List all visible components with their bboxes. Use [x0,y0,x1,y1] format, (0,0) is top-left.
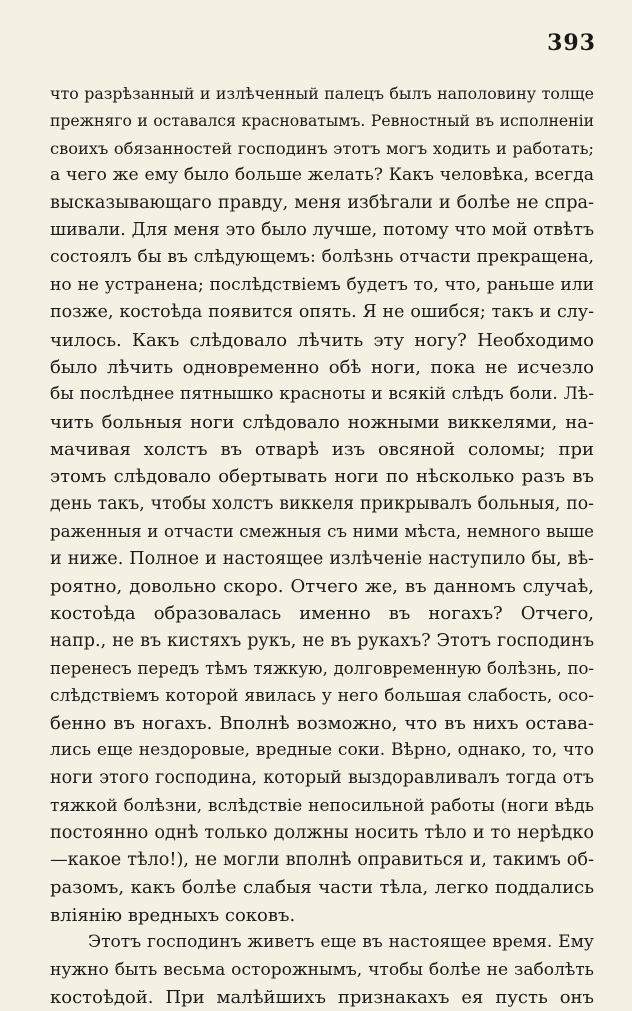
text-line: шивали. Для меня это было лучше, потому что мой отвѣтъ [50,219,594,240]
text-line: было лѣчить одновременно обѣ ноги, пока не исчезло [50,356,594,378]
text-line: чилось. Какъ слѣдовало лѣчить эту ногу? Необходимо [50,329,594,351]
text-line: прежняго и оставался красноватымъ. Ревностный въ исполненіи [50,111,594,131]
text-line: слѣдствіемъ которой явилась у него большая слабость, осо- [50,685,594,706]
page-number: 393 [547,30,596,56]
body-text [50,80,594,1011]
text-line: состоялъ бы въ слѣдующемъ: болѣзнь отчасти прекращена, [50,247,594,268]
text-line: —какое тѣло!), не могли вполнѣ оправиться и, такимъ об- [50,849,594,870]
text-line: перенесъ передъ тѣмъ тяжкую, долговременную болѣзнь, по- [50,659,594,679]
paragraph-end-line: вліянію вредныхъ соковъ. [50,904,296,926]
text-line: что разрѣзанный и излѣченный палецъ былъ наполовину толще [50,84,594,103]
text-line: раженныя и отчасти смежныя съ ними мѣста, немного выше [50,522,594,542]
text-line: высказывающаго правду, меня избѣгали и болѣе не спра- [50,192,594,213]
text-line: этомъ слѣдовало обертывать ноги по нѣсколько разъ въ [50,466,594,488]
text-line: нужно быть весьма осторожнымъ, чтобы болѣе не заболѣть [50,959,594,980]
text-line: день такъ, чтобы холстъ виккеля прикрывалъ больныя, по- [50,493,594,514]
paragraph-start-line: Этотъ господинъ живетъ еще въ настоящее время. Ему [88,932,594,953]
text-line: мачивая холстъ въ отварѣ изъ овсяной соломы; при [50,439,594,461]
text-line: костоѣдой. При малѣйшихъ признакахъ ея пусть онъ [50,986,594,1008]
text-line: а чего же ему было больше желать? Какъ человѣка, всегда [50,165,594,186]
text-line: позже, костоѣда появится опять. Я не ошибся; такъ и слу- [50,302,594,323]
text-line: постоянно однѣ только должны носить тѣло и то нерѣдко [50,822,594,843]
text-line: бенно въ ногахъ. Вполнѣ возможно, что въ нихъ остава- [50,712,594,734]
text-line: и ниже. Полное и настоящее излѣченіе наступило бы, вѣ- [50,548,594,569]
text-line: но не устранена; послѣдствіемъ будетъ то, что, раньше или [50,274,594,295]
text-line: ноги этого господина, который выздоравливалъ тогда отъ [50,767,594,788]
text-line: напр., не въ кистяхъ рукъ, не въ рукахъ? Этотъ господинъ [50,630,594,651]
text-line: тяжкой болѣзни, вслѣдствіе непосильной работы (ноги вѣдь [50,795,594,816]
text-line: чить больныя ноги слѣдовало ножными виккелями, на- [50,411,594,433]
text-line: костоѣда образовалась именно въ ногахъ? Отчего, [50,603,594,625]
text-line: роятно, довольно скоро. Отчего же, въ данномъ случаѣ, [50,576,594,598]
text-line: лись еще нездоровые, вредные соки. Вѣрно, однако, то, что [50,740,594,761]
text-line: своихъ обязанностей господинъ этотъ могъ ходить и работать; [50,138,594,158]
text-line: бы послѣднее пятнышко красноты и всякій слѣдъ боли. Лѣ- [50,384,594,405]
text-line: разомъ, какъ болѣе слабыя части тѣла, легко поддались [50,877,594,899]
